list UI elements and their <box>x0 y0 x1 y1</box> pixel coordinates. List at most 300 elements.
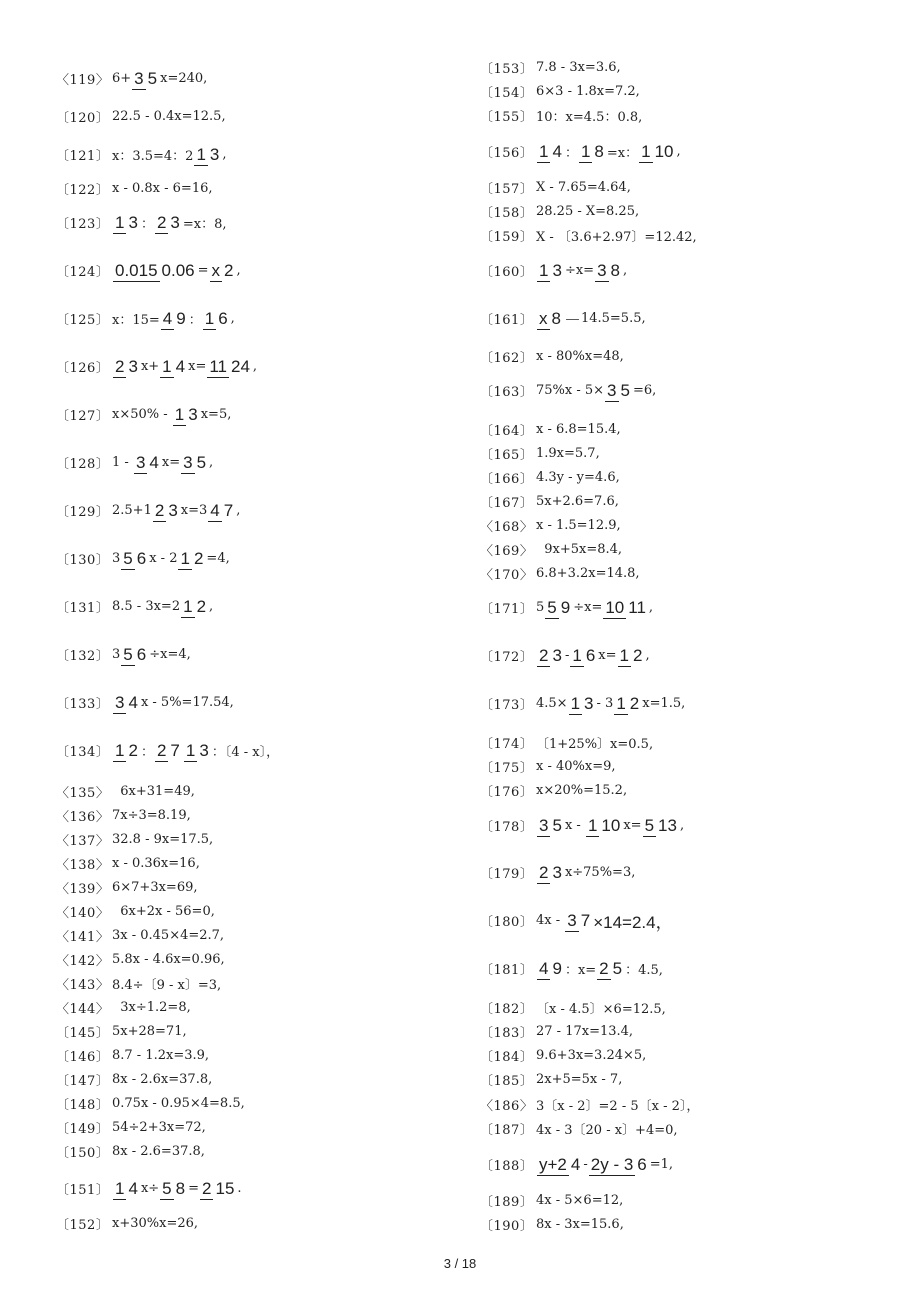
equation-text: 6+ <box>112 70 132 86</box>
problem-item <box>56 248 241 292</box>
problem-number: 〔129〕 <box>56 504 110 520</box>
equation <box>536 695 685 712</box>
problem-number: 〈169〉 <box>480 543 534 559</box>
equation-text: 3 <box>112 550 121 566</box>
equation-text: 1 - <box>112 454 133 470</box>
fraction <box>153 502 180 519</box>
problem-item <box>56 440 213 484</box>
fraction-denominator: 3 <box>128 356 138 376</box>
fraction <box>639 143 675 160</box>
fraction <box>200 1180 236 1197</box>
fraction-denominator: 13 <box>658 815 677 835</box>
problem-item <box>56 344 257 388</box>
fraction-numerator: x <box>211 260 221 280</box>
fraction <box>586 817 622 834</box>
fraction-numerator: 1 <box>180 548 190 568</box>
fraction-numerator: 11 <box>209 356 227 376</box>
equation <box>112 741 279 760</box>
equation-text: x=240, <box>160 70 208 86</box>
equation-text: X - 7.65=4.64, <box>536 179 631 195</box>
fraction <box>184 742 211 759</box>
equation-text: x= <box>188 358 207 374</box>
fraction-numerator: 1 <box>115 212 125 232</box>
equation-text: 3〔x - 2〕=2 - 5〔x - 2〕， <box>536 1098 700 1114</box>
equation-text: x=1.5, <box>642 695 686 711</box>
problem-number: 〔122〕 <box>56 182 110 198</box>
fraction-numerator: 1 <box>183 596 193 616</box>
fraction-denominator: 5 <box>552 815 562 835</box>
equation-text: 0.75x - 0.95×4=8.5, <box>112 1095 245 1111</box>
fraction-denominator: 3 <box>209 144 220 164</box>
fraction-numerator: 1 <box>115 740 125 760</box>
equation-text: - 3 <box>596 695 614 711</box>
problem-number: 〔156〕 <box>480 145 534 161</box>
problem-number: 〔154〕 <box>480 85 534 101</box>
problem-number: 〔158〕 <box>480 205 534 221</box>
equation-text: = <box>188 1180 200 1196</box>
problem-number: 〈139〉 <box>56 881 110 897</box>
problem-number: 〈168〉 <box>480 519 534 535</box>
fraction-numerator: 1 <box>196 144 206 164</box>
equation-text: x= <box>161 454 181 470</box>
fraction <box>643 817 679 834</box>
equation-text: , <box>645 647 650 663</box>
fraction-denominator: 9 <box>176 308 186 328</box>
fraction-denominator: 6 <box>136 548 147 568</box>
fraction-denominator: 5 <box>196 452 207 472</box>
fraction-numerator: 1 <box>174 404 185 424</box>
problem-item <box>480 898 673 942</box>
problem-number: 〔120〕 <box>56 110 110 126</box>
fraction <box>113 214 140 231</box>
equation-text: 3x - 0.45×4=2.7, <box>112 927 225 943</box>
problem-item <box>480 633 650 677</box>
problem-number: 〔163〕 <box>480 384 534 400</box>
equation <box>112 145 227 164</box>
problem-number: 〔130〕 <box>56 552 110 568</box>
fraction <box>113 742 140 759</box>
fraction-denominator: 5 <box>612 958 623 978</box>
fraction <box>203 310 230 327</box>
problem-number: 〔151〕 <box>56 1182 110 1198</box>
problem-number: 〔150〕 <box>56 1145 110 1161</box>
problem-number: 〔180〕 <box>480 914 534 930</box>
equation <box>112 646 191 663</box>
equation <box>112 694 234 711</box>
fraction <box>589 1156 649 1173</box>
equation-text: =x： <box>606 145 639 161</box>
equation-text: 3x÷1.2=8, <box>112 999 191 1015</box>
equation-text: x=3 <box>180 502 208 518</box>
problem-number: 〔184〕 <box>480 1049 534 1065</box>
equation-text: x= <box>598 647 617 663</box>
equation-text: 8.4÷〔9 - x〕=3, <box>112 977 222 993</box>
equation <box>112 309 235 328</box>
fraction-denominator: 2 <box>629 693 640 713</box>
fraction-denominator: 3 <box>552 645 562 665</box>
fraction <box>113 1180 140 1197</box>
equation <box>536 864 635 881</box>
fraction-denominator: 3 <box>552 260 562 280</box>
fraction-denominator: 0.06 <box>161 260 195 280</box>
fraction-denominator: 6 <box>218 308 228 328</box>
fraction-denominator: 9 <box>552 958 562 978</box>
fraction-numerator: 2 <box>202 1178 212 1198</box>
fraction-numerator: 5 <box>123 548 133 568</box>
problem-number: 〔145〕 <box>56 1025 110 1041</box>
equation-text: 5 <box>536 599 545 615</box>
problem-item <box>56 536 230 580</box>
equation-text: 〔1+25%〕x=0.5, <box>536 736 654 752</box>
equation-text: x - 1.5=12.9, <box>536 517 621 533</box>
problem-number: 〔125〕 <box>56 312 110 328</box>
equation-text: 7.8 - 3x=3.6, <box>536 59 621 75</box>
fraction-denominator: 3 <box>128 212 138 232</box>
problem-number: 〔185〕 <box>480 1073 534 1089</box>
equation <box>536 349 624 364</box>
fraction <box>208 502 235 519</box>
fraction-numerator: 3 <box>134 68 144 88</box>
problem-item <box>480 248 627 292</box>
equation-text: 6×3 - 1.8x=7.2, <box>536 83 640 99</box>
problem-item <box>56 200 227 244</box>
fraction <box>537 647 564 664</box>
fraction-numerator: 3 <box>135 452 146 472</box>
fraction-numerator: 3 <box>607 380 617 400</box>
equation-text: x - 2 <box>149 550 178 566</box>
equation-text: , <box>209 598 214 614</box>
equation <box>536 908 673 933</box>
equation-text: x - <box>564 817 585 833</box>
fraction-denominator: 6 <box>136 644 147 664</box>
problem-number: 〔131〕 <box>56 600 110 616</box>
problem-number: 〔179〕 <box>480 866 534 882</box>
equation-text: 5.8x - 4.6x=0.96, <box>112 951 225 967</box>
equation-text: x+ <box>140 358 160 374</box>
problem-item <box>56 632 191 676</box>
fraction <box>155 742 182 759</box>
fraction-numerator: 1 <box>539 141 549 161</box>
equation-text: ×14=2.4， <box>593 912 673 932</box>
fraction-denominator: 3 <box>199 740 209 760</box>
fraction <box>113 358 140 375</box>
equation-text: , <box>648 599 654 615</box>
fraction <box>113 262 197 279</box>
problem-number: 〔149〕 <box>56 1121 110 1137</box>
fraction-numerator: 3 <box>539 815 549 835</box>
equation-text: 5x+2.6=7.6, <box>536 493 619 509</box>
fraction-denominator: 5 <box>147 68 158 88</box>
equation-text: , <box>676 143 681 159</box>
fraction-denominator: 10 <box>654 141 674 161</box>
fraction-numerator: 1 <box>204 308 215 328</box>
problem-number: 〈136〉 <box>56 809 110 825</box>
equation-text: , <box>252 358 258 374</box>
fraction <box>537 262 564 279</box>
equation <box>112 1180 242 1197</box>
fraction <box>537 143 564 160</box>
fraction-numerator: x <box>539 308 548 328</box>
problem-number: 〔132〕 <box>56 648 110 664</box>
fraction-denominator: 7 <box>223 500 234 520</box>
fraction <box>537 1156 582 1173</box>
problem-number: 〔124〕 <box>56 264 110 280</box>
fraction-numerator: 2 <box>539 862 549 882</box>
equation-text: 22.5 - 0.4x=12.5, <box>112 108 226 124</box>
equation-text: x - 5%=17.54, <box>140 694 234 710</box>
problem-number: 〔165〕 <box>480 447 534 463</box>
problem-item <box>56 488 240 532</box>
fraction-denominator: 2 <box>632 645 643 665</box>
equation-text: x：3.5=4：2 <box>112 148 194 164</box>
problem-number: 〔146〕 <box>56 1049 110 1065</box>
equation <box>112 262 241 279</box>
fraction <box>537 864 564 881</box>
fraction-numerator: 4 <box>162 308 173 328</box>
equation-text: ：x= <box>564 962 597 978</box>
fraction <box>614 695 641 712</box>
equation-text: 28.25 - X=8.25, <box>536 203 640 219</box>
equation-text: , <box>222 146 227 162</box>
equation-text: 4.3y - y=4.6, <box>536 469 620 485</box>
fraction <box>134 454 161 471</box>
equation <box>112 454 213 471</box>
equation <box>536 647 650 664</box>
fraction-numerator: 1 <box>572 645 582 665</box>
equation-text: =4, <box>206 550 230 566</box>
fraction-denominator: 4 <box>149 452 159 472</box>
problem-item <box>56 1201 198 1245</box>
fraction <box>160 358 187 375</box>
fraction-numerator: 10 <box>605 597 625 617</box>
fraction-numerator: 1 <box>580 141 591 161</box>
equation-text: x=5, <box>200 406 232 422</box>
equation-text: 8x - 2.6=37.8, <box>112 1143 205 1159</box>
fraction-numerator: 1 <box>616 693 626 713</box>
equation-text: x - 40%x=9, <box>536 758 616 774</box>
problem-number: 〔128〕 <box>56 456 110 472</box>
equation-text: 54÷2+3x=72, <box>112 1119 206 1135</box>
equation-text: =x：8, <box>182 216 227 232</box>
problem-number: 〈144〉 <box>56 1001 110 1017</box>
equation-text: 6x+31=49, <box>112 783 195 799</box>
problem-item <box>56 680 234 724</box>
equation-text: ： <box>564 145 578 161</box>
equation-text: 5x+28=71, <box>112 1023 187 1039</box>
equation-text: 4x - 3〔20 - x〕+4=0, <box>536 1122 678 1138</box>
problem-number: 〈142〉 <box>56 953 110 969</box>
equation <box>536 817 684 834</box>
problem-number: 〔187〕 <box>480 1122 534 1138</box>
problem-item <box>480 946 663 990</box>
problem-item <box>480 368 656 412</box>
equation-text: X - 〔3.6+2.97〕=12.42, <box>536 229 697 245</box>
fraction-numerator: 1 <box>185 740 196 760</box>
fraction-denominator: 6 <box>585 645 596 665</box>
problem-number: 〈141〉 <box>56 929 110 945</box>
problem-number: 〔160〕 <box>480 264 534 280</box>
fraction <box>570 647 597 664</box>
fraction-denominator: 4 <box>552 141 562 161</box>
equation-text: 8.5 - 3x=2 <box>112 598 181 614</box>
equation <box>536 959 663 978</box>
equation-text: 6.8+3.2x=14.8, <box>536 565 640 581</box>
problem-number: 〔189〕 <box>480 1194 534 1210</box>
equation <box>536 1217 624 1232</box>
fraction-numerator: 1 <box>115 1178 125 1198</box>
fraction <box>597 960 624 977</box>
equation-text: 6×7+3x=69, <box>112 879 198 895</box>
equation <box>536 566 640 581</box>
problem-item <box>56 728 279 772</box>
equation-text: = <box>197 262 209 278</box>
fraction <box>155 214 182 231</box>
fraction <box>579 143 606 160</box>
fraction-denominator: 4 <box>570 1154 581 1174</box>
fraction <box>545 599 572 616</box>
fraction-denominator: 4 <box>128 1178 138 1198</box>
equation <box>112 109 226 124</box>
problem-number: 〔161〕 <box>480 312 534 328</box>
equation-text: 4x - <box>536 912 565 928</box>
problem-number: 〔183〕 <box>480 1025 534 1041</box>
fraction-denominator: 4 <box>175 356 186 376</box>
equation-text: x：15= <box>112 312 160 328</box>
equation <box>536 306 646 331</box>
problem-number: 〔176〕 <box>480 784 534 800</box>
fraction-denominator: 7 <box>580 910 591 930</box>
equation-text: x÷75%=3, <box>564 864 636 880</box>
fraction <box>194 146 221 163</box>
equation-text: x×20%=15.2, <box>536 782 628 798</box>
problem-number: 〔121〕 <box>56 148 110 164</box>
equation-text: , <box>230 310 235 326</box>
fraction-denominator: 9 <box>560 597 571 617</box>
fraction-numerator: 1 <box>539 260 549 280</box>
problem-number: 〔175〕 <box>480 760 534 776</box>
problem-number: 〔155〕 <box>480 109 534 125</box>
equation-text: x - 0.36x=16, <box>112 855 200 871</box>
fraction-denominator: 8 <box>175 1178 186 1198</box>
problem-number: 〔167〕 <box>480 495 534 511</box>
equation-text: 2x+5=5x - 7, <box>536 1071 623 1087</box>
problem-number: 〈119〉 <box>56 72 110 88</box>
fraction-numerator: 5 <box>547 597 557 617</box>
fraction-denominator: 5 <box>620 380 630 400</box>
fraction <box>618 647 645 664</box>
equation <box>112 550 230 567</box>
equation-text: =1, <box>649 1156 674 1172</box>
fraction <box>160 1180 187 1197</box>
equation-text: , <box>236 262 241 278</box>
fraction-numerator: 1 <box>641 141 651 161</box>
fraction-denominator: 3 <box>188 404 198 424</box>
equation <box>536 382 656 399</box>
fraction <box>173 406 200 423</box>
problem-number: 〔147〕 <box>56 1073 110 1089</box>
fraction-denominator: 8 <box>594 141 604 161</box>
problem-number: 〔174〕 <box>480 736 534 752</box>
equation-text: 4.5× <box>536 695 568 711</box>
fraction-numerator: 3 <box>115 692 125 712</box>
fraction-numerator: 2 <box>115 356 125 376</box>
fraction-numerator: 2 <box>156 740 167 760</box>
problem-number: 〔153〕 <box>480 61 534 77</box>
fraction <box>207 358 252 375</box>
equation <box>112 1216 198 1231</box>
equation-text: 27 - 17x=13.4, <box>536 1023 634 1039</box>
problem-number: 〔134〕 <box>56 744 110 760</box>
equation <box>536 142 681 161</box>
equation-text: 1.9x=5.7, <box>536 445 600 461</box>
equation-text: x×50% - <box>112 406 172 422</box>
equation <box>536 106 642 125</box>
problem-number: 〈143〉 <box>56 977 110 993</box>
problem-item <box>56 296 235 340</box>
equation-text: 4x - 5×6=12, <box>536 1192 624 1208</box>
fraction-numerator: 1 <box>570 693 581 713</box>
equation <box>112 181 213 196</box>
problem-number: 〈135〉 <box>56 785 110 801</box>
problem-number: 〔148〕 <box>56 1097 110 1113</box>
problem-number: 〔190〕 <box>480 1218 534 1234</box>
fraction <box>595 262 622 279</box>
fraction-numerator: 1 <box>587 815 598 835</box>
equation <box>536 783 627 798</box>
equation-text: ： <box>140 216 154 232</box>
fraction-numerator: 4 <box>210 500 220 520</box>
fraction-numerator: 5 <box>162 1178 172 1198</box>
equation-text: - <box>583 1156 588 1172</box>
fraction-numerator: 3 <box>567 910 577 930</box>
equation <box>536 1119 678 1138</box>
fraction <box>605 382 632 399</box>
fraction <box>537 817 564 834</box>
equation <box>112 502 240 519</box>
fraction-numerator: 1 <box>162 356 172 376</box>
problem-number: 〔162〕 <box>480 350 534 366</box>
fraction-denominator: 3 <box>552 862 562 882</box>
fraction-numerator: 2 <box>154 500 165 520</box>
problem-item <box>480 1202 624 1246</box>
equation-text: ：〔4 - x〕， <box>211 744 280 760</box>
equation-text: 7x÷3=8.19, <box>112 807 191 823</box>
fraction <box>178 550 205 567</box>
fraction-denominator: 2 <box>224 260 234 280</box>
equation-text: 75%x - 5× <box>536 382 605 398</box>
equation <box>536 262 627 279</box>
problem-number: 〔173〕 <box>480 697 534 713</box>
equation-text: , <box>679 817 685 833</box>
equation-text: x - 0.8x - 6=16, <box>112 180 213 196</box>
fraction-denominator: 4 <box>128 692 138 712</box>
equation <box>536 1156 673 1173</box>
problem-number: 〈137〉 <box>56 833 110 849</box>
problem-item <box>480 681 685 725</box>
problem-number: 〔123〕 <box>56 216 110 232</box>
fraction <box>565 912 592 929</box>
equation-text: 14.5=5.5, <box>580 310 646 326</box>
equation-text: - <box>564 647 570 663</box>
problem-item <box>56 392 231 436</box>
equation-text: =6, <box>632 382 657 398</box>
problem-number: 〔127〕 <box>56 408 110 424</box>
fraction <box>161 310 188 327</box>
fraction <box>537 310 563 327</box>
fraction <box>181 454 208 471</box>
equation-text: x - 6.8=15.4, <box>536 421 621 437</box>
equation-text: ：4.5, <box>625 962 663 978</box>
